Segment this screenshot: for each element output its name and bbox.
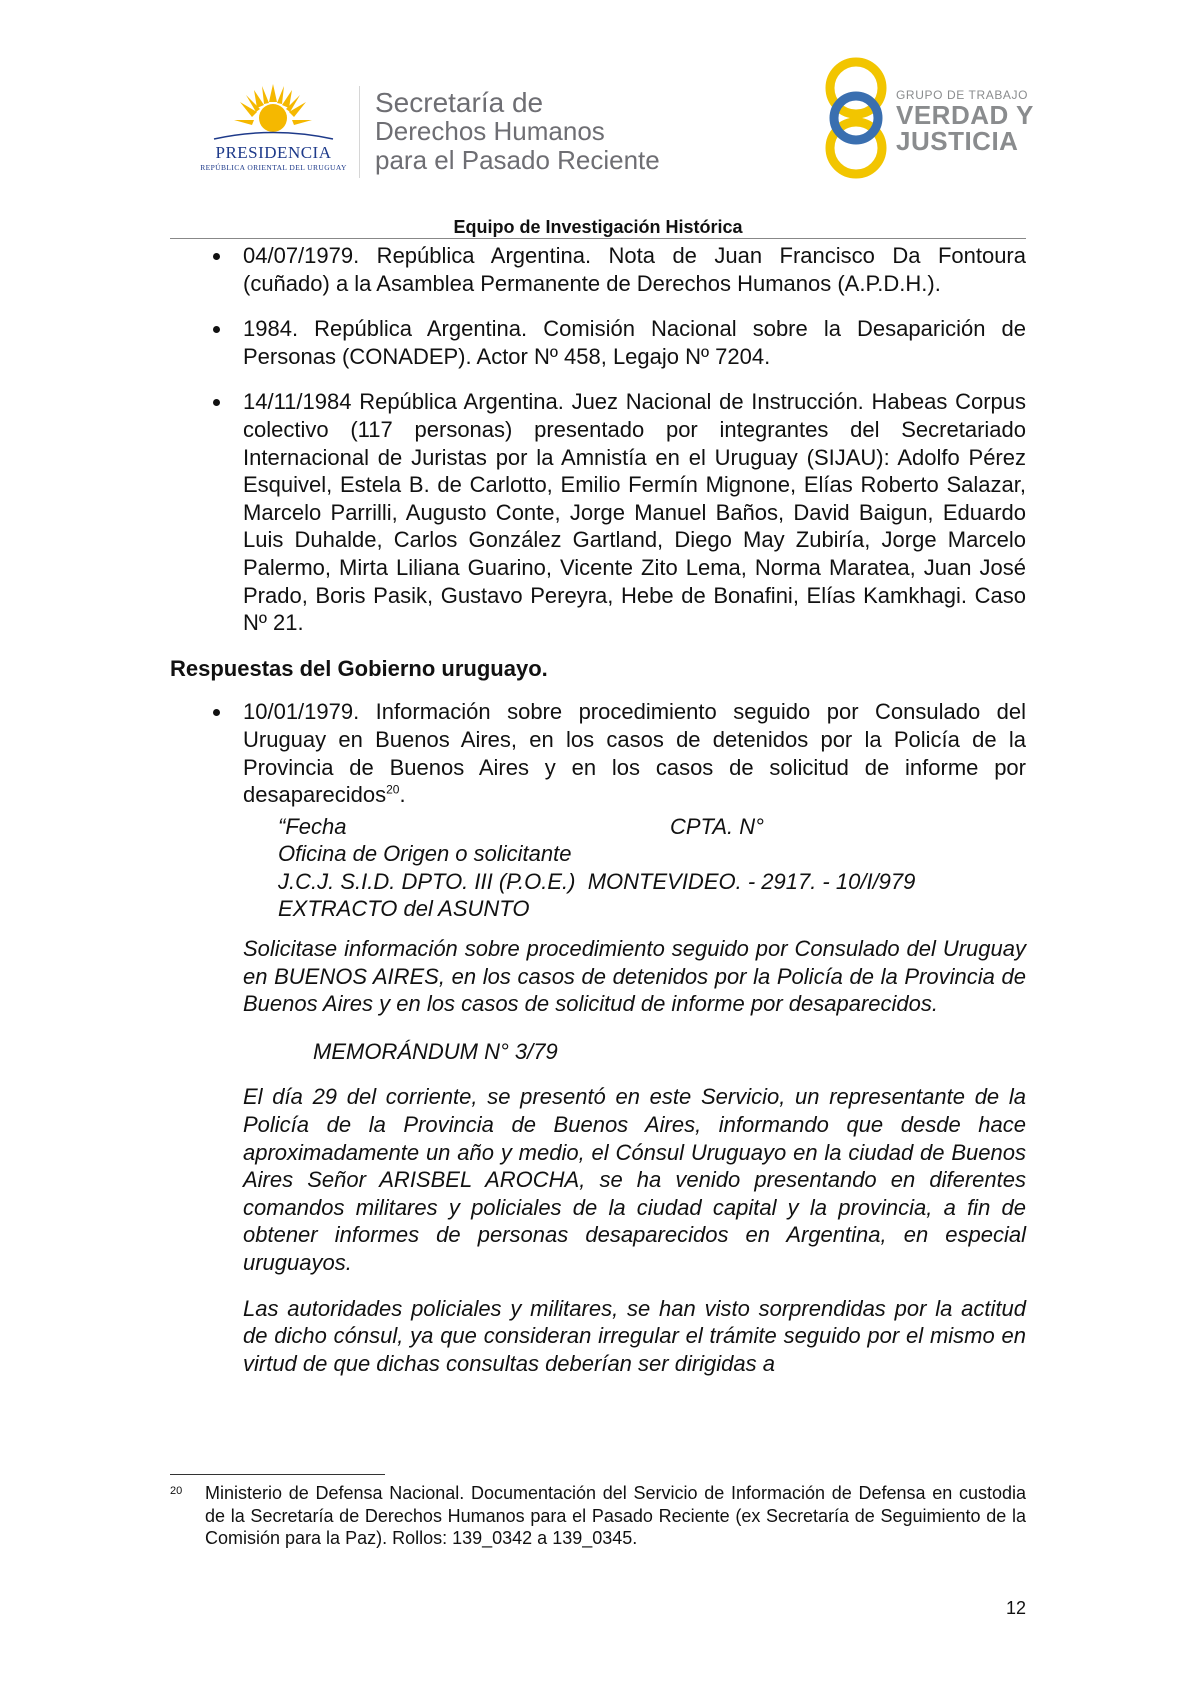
grupo-de-trabajo-label: GRUPO DE TRABAJO [896,88,1029,102]
verdad-justicia-wordmark [896,88,1034,154]
extracto-text: Solicitase información sobre procedimiento seguido por Consulado del Uruguay en BUENOS AIRES, en los casos de detenidos por la Policía de la Provincia de Buenos Aires y en los casos de solicitud de informe por desaparecidos. [243,936,1026,1017]
response-text: 10/01/1979. Información sobre procedimiento seguido por Consulado del Uruguay en Buenos Aires, en los casos de detenidos por la Policía de la Provincia de Buenos Aires y en los casos de solicitud de informe por desaparecidos [243,699,1026,808]
team-title: Equipo de Investigación Histórica [453,217,743,237]
footnote-text: Ministerio de Defensa Nacional. Documentación del Servicio de Información de Defensa en custodia de la Secretaría de Derechos Humanos para el Pasado Reciente (ex Secretaría de Seguimiento de la Comisión para la Paz). Rollos: 139_0342 a 139_0345. [205,1483,1026,1548]
presidencia-wordmark: PRESIDENCIA [215,143,332,162]
secretaria-line2: Derechos Humanos [375,116,605,146]
footnote [170,1482,1026,1550]
extracto-label: EXTRACTO del ASUNTO [278,896,530,922]
oficina-label: Oficina de Origen o solicitante [278,841,572,867]
secretaria-logo-text [375,88,660,175]
secretaria-line1: Secretaría de [375,87,544,118]
header-rule [170,238,1026,239]
page-header [0,0,1190,245]
oficina-value: J.C.J. S.I.D. DPTO. III (P.O.E.) [278,868,576,894]
fecha-label: “Fecha [278,813,347,839]
list-item: 1984. República Argentina. Comisión Nacional sobre la Desaparición de Personas (CONADEP). Actor Nº 458, Legajo Nº 7204. [170,315,1026,370]
response-list-item [170,698,1026,808]
memo-header-block [170,813,1026,923]
verdad-justicia-rings-icon [818,56,894,180]
secretaria-line3: para el Pasado Reciente [375,145,660,175]
footnote-ref[interactable]: 20 [386,782,400,797]
memo-title: MEMORÁNDUM N° 3/79 [313,1038,558,1064]
cpta-label: CPTA. N° [670,813,764,839]
section-heading: Respuestas del Gobierno uruguayo. [170,655,548,681]
main-content [170,242,1026,1377]
memo-paragraph: El día 29 del corriente, se presentó en este Servicio, un representante de la Policía de la Provincia de Buenos Aires, informando que desde hace aproximadamente un año y medio, el Cónsul Uruguayo en la ciudad de Buenos Aires Señor ARISBEL AROCHA, se ha venido presentando en diferentes comandos militares y policiales de la ciudad capital y la provincia, a fin de obtener informes de personas desaparecidos en Argentina, en especial uruguayos. [243,1084,1026,1275]
page-number: 12 [1005,1598,1026,1618]
justicia-label: JUSTICIA [896,126,1019,156]
montevideo-ref: MONTEVIDEO. - 2917. - 10/I/979 [587,868,916,894]
footnote-number: 20 [170,1485,183,1497]
logo-divider [359,86,360,178]
verdad-label: VERDAD Y [896,100,1034,130]
list-item: 04/07/1979. República Argentina. Nota de Juan Francisco Da Fontoura (cuñado) a la Asamblea Permanente de Derechos Humanos (A.P.D.H.). [170,242,1026,297]
list-item: 14/11/1984 República Argentina. Juez Nacional de Instrucción. Habeas Corpus colectivo (117 personas) presentado por integrantes del Secretariado Internacional de Juristas por la Amnistía en el Uruguay (SIJAU): Adolfo Pérez Esquivel, Estela B. de Carlotto, Emilio Fermín Mignone, Elías Roberto Salazar, Marcelo Parrilli, Augusto Conte, Jorge Manuel Baños, David Baigun, Eduardo Luis Duhalde, Carlos González Gartland, Diego May Zubiría, Jorge Marcelo Palermo, Mirta Liliana Guarino, Vicente Zito Lema, Norma Maratea, Juan José Prado, Boris Pasik, Gustavo Pereyra, Hebe de Bonafini, Elías Kamkhagi. Caso Nº 21. [170,388,1026,636]
footnote-rule [170,1474,385,1475]
response-end: . [399,782,406,808]
memo-paragraph: Las autoridades policiales y militares, se han visto sorprendidas por la actitud de dicho cónsul, ya que consideran irregular el trámite seguido por el mismo en virtud de que dichas consultas deberían ser dirigidas a [243,1295,1026,1376]
presidencia-subtitle: REPÚBLICA ORIENTAL DEL URUGUAY [200,163,347,172]
